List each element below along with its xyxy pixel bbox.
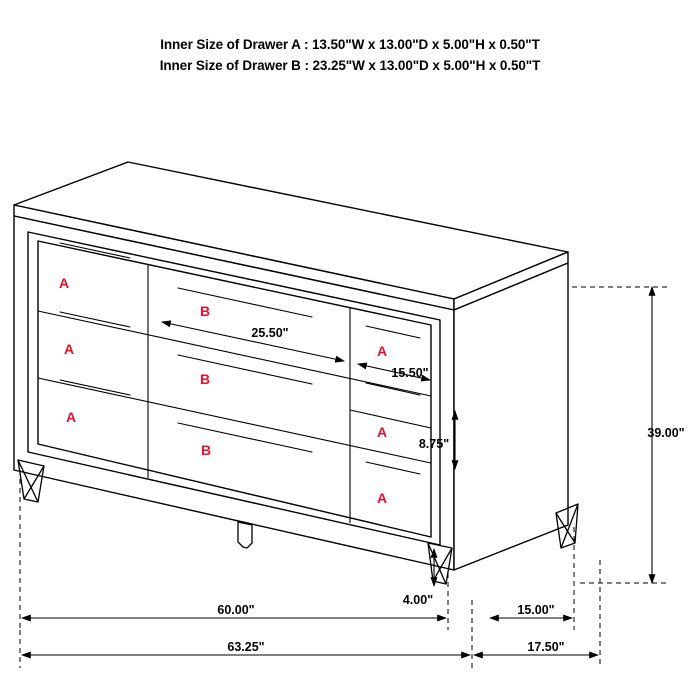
drawer-label-a3: A xyxy=(65,409,77,425)
drawer-label-a1: A xyxy=(58,275,70,291)
dimension-label-drawer-height: 8.75" xyxy=(418,437,450,451)
dimension-label-overall-depth: 17.50" xyxy=(527,640,565,654)
dimension-label-drawer-b-width: 25.50" xyxy=(251,326,289,340)
dimension-label-side-depth: 15.00" xyxy=(517,603,555,617)
drawer-label-b3: B xyxy=(200,442,212,458)
drawer-label-a4: A xyxy=(376,343,388,359)
dimension-label-front-width: 60.00" xyxy=(217,603,255,617)
dimension-label-overall-width: 63.25" xyxy=(227,640,265,654)
header-line-drawer-b: Inner Size of Drawer B : 23.25"W x 13.00"D x 5.00"H x 0.50"T xyxy=(159,58,541,73)
dimension-label-leg-height: 4.00" xyxy=(402,593,434,607)
drawer-label-a5: A xyxy=(376,424,388,440)
drawer-label-a6: A xyxy=(376,490,388,506)
drawer-label-b2: B xyxy=(199,371,211,387)
dimension-label-drawer-a-width: 15.50" xyxy=(391,366,429,380)
header-line-drawer-a: Inner Size of Drawer A : 13.50"W x 13.00"D x 5.00"H x 0.50"T xyxy=(160,37,540,52)
dimension-label-total-height: 39.00" xyxy=(647,426,685,440)
drawer-label-a2: A xyxy=(63,341,75,357)
drawer-label-b1: B xyxy=(199,303,211,319)
